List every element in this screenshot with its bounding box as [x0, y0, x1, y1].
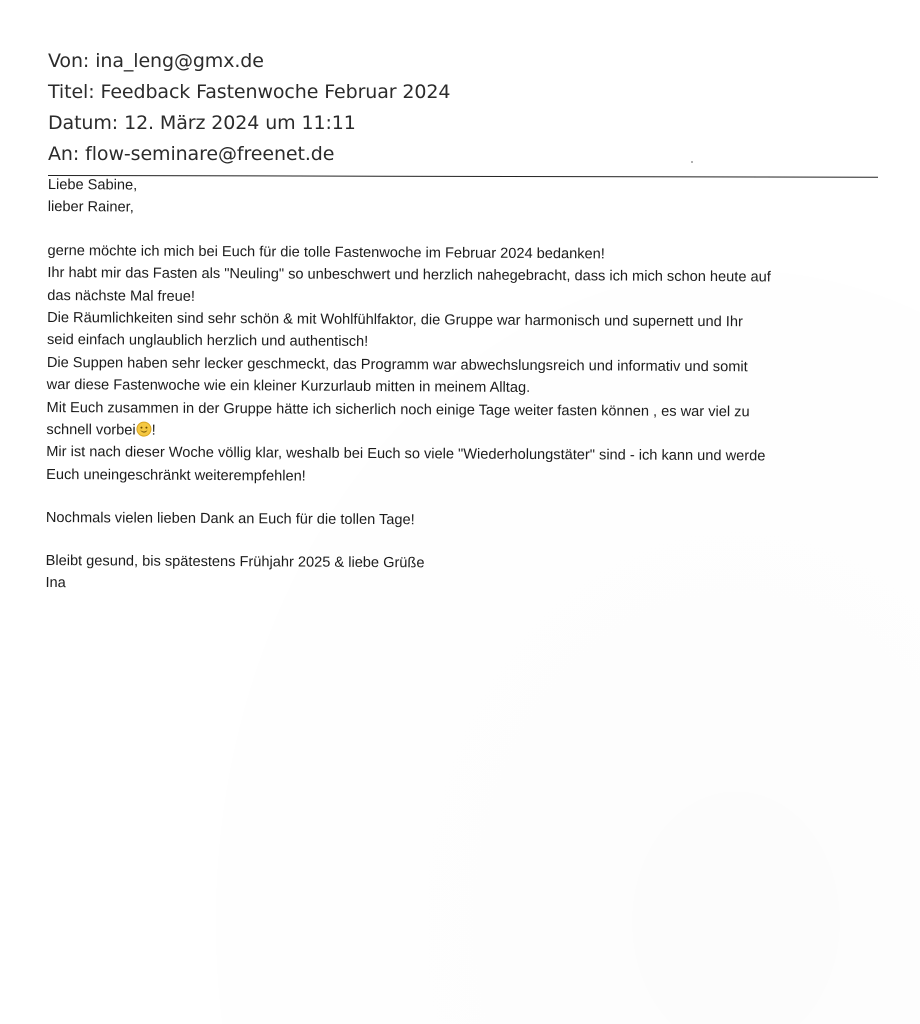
body-line: Mir ist nach dieser Woche völlig klar, weshalb bei Euch so viele "Wiederholungstäter" sind - ich kann und werde: [46, 444, 766, 465]
greeting-line: lieber Rainer,: [47, 199, 134, 216]
date-text: 12. März 2024 um 11:11: [124, 112, 356, 134]
body-line: Die Suppen haben sehr lecker geschmeckt, das Programm war abwechslungsreich und informativ und somit: [46, 354, 748, 376]
body-line: Ihr habt mir das Fasten als "Neuling" so unbeschwert und herzlich nahegebracht, dass ich mich schon heute auf: [47, 265, 771, 286]
emoji-line-text: schnell vorbei: [46, 422, 136, 439]
smiley-emoji-icon: [137, 422, 152, 437]
body-line: gerne möchte ich mich bei Euch für die tolle Fastenwoche im Februar 2024 bedanken!: [47, 242, 605, 263]
to-address: flow-seminare@freenet.de: [85, 143, 335, 165]
email-body: [45, 174, 888, 600]
subject-line: [48, 77, 880, 108]
date-line: [48, 108, 880, 139]
to-label: An:: [48, 143, 80, 165]
body-line: seid einfach unglaublich herzlich und authentisch!: [46, 332, 369, 351]
body-line: Mit Euch zusammen in der Gruppe hätte ich sicherlich noch einige Tage weiter fasten können , es war viel zu: [46, 399, 750, 420]
greeting-line: Liebe Sabine,: [47, 176, 138, 194]
from-address: ina_leng@gmx.de: [95, 50, 264, 72]
emoji-line-end: !: [151, 422, 156, 439]
body-line: Euch uneingeschränkt weiterempfehlen!: [46, 466, 306, 485]
thanks-line: Nochmals vielen lieben Dank an Euch für die tollen Tage!: [45, 510, 415, 529]
scan-speck: [691, 161, 693, 163]
date-label: Datum:: [48, 112, 119, 134]
body-line: Die Räumlichkeiten sind sehr schön & mit Wohlfühlfaktor, die Gruppe war harmonisch und supernett und Ihr: [47, 310, 743, 331]
from-line: [48, 46, 880, 77]
subject-label: Titel:: [48, 81, 95, 103]
body-line: war diese Fastenwoche wie ein kleiner Kurzurlaub mitten in meinem Alltag.: [46, 377, 531, 397]
signature: Ina: [45, 575, 66, 592]
from-label: Von:: [48, 50, 90, 72]
to-line: [48, 139, 880, 170]
subject-text: Feedback Fastenwoche Februar 2024: [100, 81, 451, 103]
email-header: [48, 46, 880, 170]
body-line: das nächste Mal freue!: [47, 287, 195, 305]
closing-line: Bleibt gesund, bis spätestens Frühjahr 2025 & liebe Grüße: [45, 552, 425, 571]
